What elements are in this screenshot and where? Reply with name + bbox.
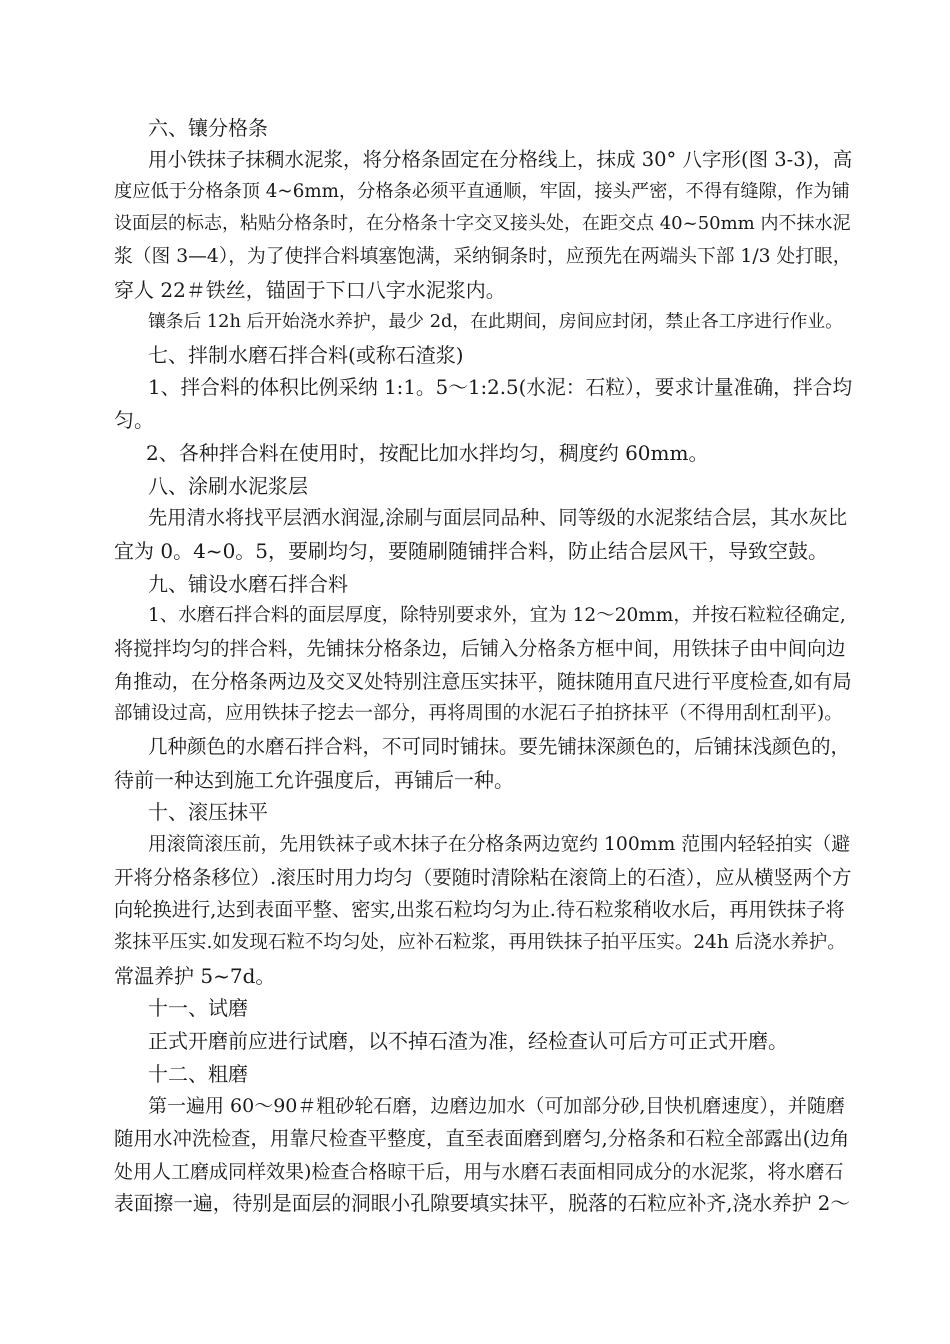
paragraph-line: 第一遍用 60～90＃粗砂轮石磨，边磨边加水（可加部分砂,目快机磨速度），并随磨	[148, 1095, 845, 1117]
paragraph-line: 镶条后 12h 后开始浇水养护，最少 2d，在此期间，房间应封闭，禁止各工序进行作业。	[148, 312, 843, 332]
paragraph-line: 度应低于分格条顶 4~6mm，分格条必须平直通顺，牢固，接头严密，不得有缝隙，作为铺	[114, 181, 850, 202]
section-heading-10: 十、滚压抹平	[148, 800, 268, 824]
paragraph-line: 开将分格条移位）.滚压时用力均匀（要随时清除粘在滚筒上的石渣），应从横竖两个方	[114, 866, 852, 889]
section-heading-7: 七、拌制水磨石拌合料(或称石渣浆)	[148, 343, 464, 367]
paragraph-line: 向轮换进行,达到表面平整、密实,出浆石粒均匀为止.待石粒浆稍收水后，再用铁抹子将	[114, 898, 845, 921]
section-heading-9: 九、铺设水磨石拌合料	[148, 572, 348, 596]
paragraph-line: 随用水冲洗检查，用靠尺检查平整度，直至表面磨到磨匀,分格条和石粒全部露出(边角	[114, 1127, 850, 1150]
section-heading-12: 十二、粗磨	[148, 1062, 248, 1086]
section-heading-11: 十一、试磨	[148, 996, 248, 1020]
paragraph-line: 几种颜色的水磨石拌合料，不可同时铺抹。要先铺抹深颜色的，后铺抹浅颜色的，	[148, 735, 851, 758]
paragraph-line: 浆（图 3—4），为了使拌合料填塞饱满，采纳铜条时，应预先在两端头下部 1/3 处打眼，	[114, 246, 852, 267]
paragraph-line: 用小铁抹子抹稠水泥浆，将分格条固定在分格线上，抹成 30° 八字形(图 3-3)，高	[148, 148, 853, 171]
paragraph-line: 部铺设过高，应用铁抹子挖去一部分，再将周围的水泥石子拍挤抹平（不得用刮杠刮平)。	[114, 703, 843, 724]
paragraph-line: 2、各种拌合料在使用时，按配比加水拌均匀，稠度约 60mm。	[146, 441, 709, 465]
paragraph-line: 匀。	[114, 408, 154, 432]
paragraph-line: 将搅拌均匀的拌合料，先铺抹分格条边，后铺入分格条方框中间，用铁抹子由中间向边	[114, 637, 846, 660]
paragraph-line: 角推动，在分格条两边及交叉处特别注意压实抹平，随抹随用直尺进行平度检查,如有局	[114, 670, 852, 693]
paragraph-line: 常温养护 5~7d。	[114, 964, 276, 988]
section-heading-6: 六、镶分格条	[148, 116, 268, 140]
paragraph-line: 处用人工磨成同样效果)检查合格晾干后，用与水磨石表面相同成分的水泥浆，将水磨石	[114, 1161, 844, 1183]
paragraph-line: 用滚筒滚压前，先用铁袜子或木抹子在分格条两边宽约 100mm 范围内轻轻拍实（避	[148, 834, 851, 855]
paragraph-line: 待前一种达到施工允许强度后，再铺后一种。	[114, 768, 514, 792]
paragraph-line: 浆抹平压实.如发现石粒不均匀处，应补石粒浆，再用铁抹子拍平压实。24h 后浇水养护。	[114, 932, 846, 953]
paragraph-line: 穿人 22＃铁丝，锚固于下口八字水泥浆内。	[114, 278, 506, 302]
section-heading-8: 八、涂刷水泥浆层	[148, 474, 308, 498]
paragraph-line: 1、拌合料的体积比例采纳 1:1。5～1:2.5(水泥：石粒），要求计量准确，拌合均	[148, 376, 853, 399]
paragraph-line: 1、水磨石拌合料的面层厚度，除特别要求外，宜为 12～20mm，并按石粒粒径确定,	[148, 605, 846, 626]
paragraph-line: 设面层的标志，粘贴分格条时，在分格条十字交叉接头处，在距交点 40~50mm 内不抹水泥	[114, 213, 851, 234]
paragraph-line: 先用清水将找平层洒水润湿,涂刷与面层同品种、同等级的水泥浆结合层，其水灰比	[148, 506, 848, 529]
paragraph-line: 宜为 0。4~0。5，要刷均匀，要随刷随铺拌合料，防止结合层风干，导致空鼓。	[114, 539, 829, 563]
paragraph-line: 正式开磨前应进行试磨，以不掉石渣为准，经检查认可后方可正式开磨。	[148, 1029, 788, 1053]
paragraph-line: 表面擦一遍，待别是面层的洞眼小孔隙要填实抹平，脱落的石粒应补齐,浇水养护 2～	[114, 1192, 851, 1215]
